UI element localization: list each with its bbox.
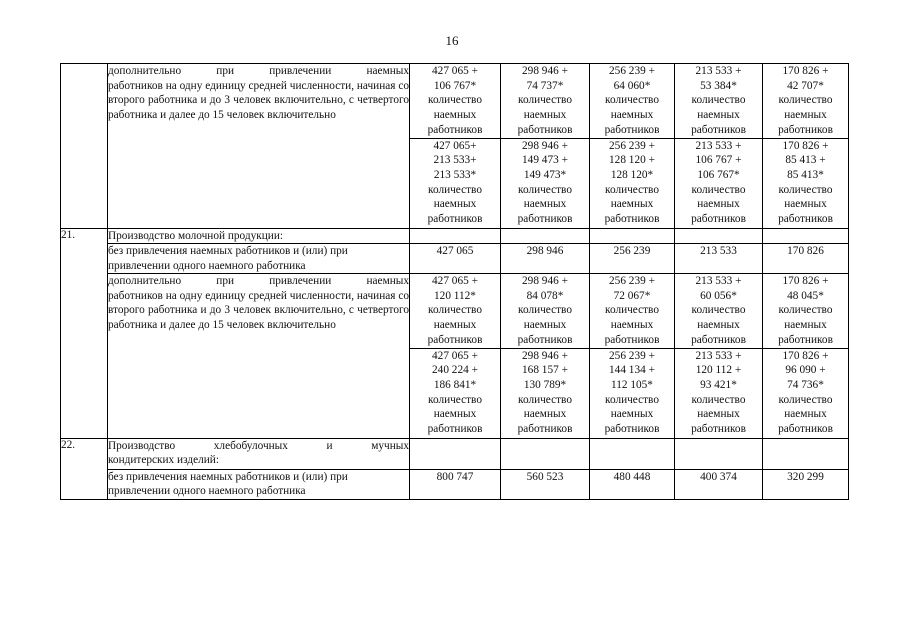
value-line: 128 120 + <box>609 154 655 167</box>
value-line: работников <box>604 213 660 226</box>
value-line: работников <box>517 423 573 436</box>
value-line: 213 533 + <box>695 349 742 362</box>
value-line: 85 413* <box>787 168 824 181</box>
value-cell: 320 299 <box>763 469 849 499</box>
value-cell <box>590 138 675 228</box>
value-line: количество <box>518 393 572 406</box>
value-line: 74 736* <box>787 378 824 391</box>
value-line: 85 413 + <box>785 154 826 167</box>
value-line: наемных <box>433 109 477 122</box>
value-line: 213 533 + <box>695 65 742 77</box>
value-line: 256 239 + <box>609 349 655 362</box>
value-line: количество <box>428 183 482 196</box>
value-cell <box>410 274 501 349</box>
value-line: количество <box>691 94 746 107</box>
value-line: наемных <box>784 408 827 421</box>
value-line: работников <box>778 213 833 226</box>
value-line: 170 826 + <box>782 275 829 288</box>
value-cell <box>501 348 590 438</box>
row-description: дополнительно при привлечении наемных работников на одну единицу средней численности, начиная со второго работника и до 3 человек включительно, с четвертого работника и далее до 15 человек включительно <box>108 64 410 229</box>
value-line: работников <box>691 333 746 346</box>
value-cell <box>410 348 501 438</box>
value-line: 120 112 + <box>695 364 742 377</box>
value-line: 112 105* <box>611 378 653 391</box>
value-line: 427 065+ <box>433 139 477 152</box>
row-description: дополнительно при привлечении наемных работников на одну единицу средней численности, начиная со второго работника и до 3 человек включительно, с четвертого работника и далее до 15 человек включительно <box>108 274 410 439</box>
value-line: количество <box>518 183 572 196</box>
value-line: количество <box>691 183 746 196</box>
value-line: 64 060* <box>613 79 651 92</box>
value-line: работников <box>517 123 573 136</box>
value-line: наемных <box>523 109 567 122</box>
value-line: 298 946 + <box>522 139 568 152</box>
value-line: наемных <box>523 319 567 332</box>
value-line: количество <box>778 183 833 196</box>
value-line: наемных <box>784 319 827 332</box>
value-line: 213 533+ <box>433 154 477 167</box>
value-line: работников <box>604 423 660 436</box>
value-line: количество <box>605 183 659 196</box>
value-line: наемных <box>610 319 654 332</box>
value-line: 74 737* <box>526 79 564 92</box>
value-cell <box>590 64 675 139</box>
value-line: 106 767* <box>697 168 740 181</box>
value-line: работников <box>691 213 746 226</box>
value-line: наемных <box>697 408 740 421</box>
value-line: 48 045* <box>787 289 824 302</box>
value-line: количество <box>428 304 482 317</box>
value-line: наемных <box>433 198 477 211</box>
value-line: наемных <box>784 198 827 211</box>
value-line: 213 533 + <box>695 275 742 288</box>
value-line: количество <box>605 94 659 107</box>
value-line: работников <box>691 423 746 436</box>
value-line: 427 065 + <box>432 349 478 362</box>
value-cell <box>763 274 849 349</box>
value-line: 256 239 + <box>609 65 655 77</box>
value-line: 240 224 + <box>432 364 478 377</box>
value-line: количество <box>778 94 833 107</box>
value-line: 120 112* <box>434 289 476 302</box>
value-cell: 480 448 <box>590 469 675 499</box>
value-line: наемных <box>523 408 567 421</box>
value-line: 213 533* <box>433 168 477 181</box>
value-line: наемных <box>610 408 654 421</box>
value-cell <box>675 64 763 139</box>
value-cell <box>763 348 849 438</box>
value-line: 170 826 + <box>782 139 829 152</box>
value-line: количество <box>691 304 746 317</box>
value-line: наемных <box>784 109 827 122</box>
value-line: 186 841* <box>433 378 477 391</box>
row-description: без привлечения наемных работников и (или) при привлечении одного наемного работника <box>108 469 410 499</box>
value-line: количество <box>605 304 659 317</box>
value-line: наемных <box>697 319 740 332</box>
value-line: наемных <box>697 109 740 122</box>
value-line: 256 239 + <box>609 139 655 152</box>
row-number-cell <box>61 64 108 229</box>
value-line: наемных <box>433 408 477 421</box>
value-line: количество <box>518 304 572 317</box>
value-line: работников <box>604 123 660 136</box>
value-line: 60 056* <box>700 289 737 302</box>
value-cell: 427 065 <box>410 244 501 274</box>
value-cell <box>501 274 590 349</box>
value-line: работников <box>427 333 483 346</box>
row-title: Производство молочной продукции: <box>108 228 410 244</box>
value-cell <box>763 138 849 228</box>
value-line: работников <box>427 123 483 136</box>
value-line: работников <box>778 423 833 436</box>
value-line: 427 065 + <box>432 275 478 288</box>
value-line: 298 946 + <box>522 349 568 362</box>
value-cell <box>410 64 501 139</box>
value-line: 72 067* <box>613 289 651 302</box>
value-cell: 400 374 <box>675 469 763 499</box>
value-line: работников <box>604 333 660 346</box>
value-line: 298 946 + <box>522 65 568 77</box>
value-line: наемных <box>433 319 477 332</box>
value-line: 93 421* <box>700 378 737 391</box>
row-number: 22. <box>61 438 108 499</box>
page-number: 16 <box>445 33 459 48</box>
value-line: 106 767 + <box>695 154 742 167</box>
value-line: 213 533 + <box>695 139 742 152</box>
value-line: работников <box>517 333 573 346</box>
value-line: 84 078* <box>526 289 564 302</box>
value-cell: 560 523 <box>501 469 590 499</box>
value-line: 130 789* <box>523 378 567 391</box>
value-cell <box>590 274 675 349</box>
value-line: количество <box>691 393 746 406</box>
value-cell: 800 747 <box>410 469 501 499</box>
value-line: наемных <box>523 198 567 211</box>
value-cell <box>763 64 849 139</box>
value-line: 96 090 + <box>785 364 826 377</box>
value-line: 106 767* <box>433 79 477 92</box>
value-line: количество <box>778 304 833 317</box>
value-line: 42 707* <box>787 79 824 92</box>
value-cell: 298 946 <box>501 244 590 274</box>
value-line: количество <box>428 94 482 107</box>
value-line: работников <box>427 213 483 226</box>
value-line: работников <box>778 333 833 346</box>
value-line: 144 134 + <box>609 364 655 377</box>
value-line: 170 826 + <box>782 65 829 77</box>
value-cell <box>501 64 590 139</box>
value-line: работников <box>427 423 483 436</box>
value-line: 149 473* <box>523 168 567 181</box>
row-title: Производство хлебобулочных и мучных кондитерских изделий: <box>108 438 410 469</box>
row-description: без привлечения наемных работников и (или) при привлечении одного наемного работника <box>108 244 410 274</box>
value-cell <box>590 348 675 438</box>
value-cell: 256 239 <box>590 244 675 274</box>
row-number: 21. <box>61 228 108 438</box>
value-line: количество <box>605 393 659 406</box>
value-cell: 170 826 <box>763 244 849 274</box>
value-cell <box>501 138 590 228</box>
value-line: количество <box>778 393 833 406</box>
value-line: наемных <box>697 198 740 211</box>
value-line: наемных <box>610 198 654 211</box>
value-line: количество <box>428 393 482 406</box>
value-line: 427 065 + <box>432 65 478 77</box>
value-line: работников <box>778 123 833 136</box>
value-line: работников <box>691 123 746 136</box>
value-cell <box>675 274 763 349</box>
value-line: наемных <box>610 109 654 122</box>
value-line: 170 826 + <box>782 349 829 362</box>
value-line: 168 157 + <box>522 364 568 377</box>
value-line: 149 473 + <box>522 154 568 167</box>
value-line: 298 946 + <box>522 275 568 288</box>
value-line: количество <box>518 94 572 107</box>
value-cell <box>410 138 501 228</box>
value-line: 128 120* <box>610 168 654 181</box>
value-cell <box>675 348 763 438</box>
value-cell: 213 533 <box>675 244 763 274</box>
value-cell <box>675 138 763 228</box>
value-line: 256 239 + <box>609 275 655 288</box>
value-line: работников <box>517 213 573 226</box>
tariff-table <box>60 63 849 500</box>
value-line: 53 384* <box>700 79 737 92</box>
